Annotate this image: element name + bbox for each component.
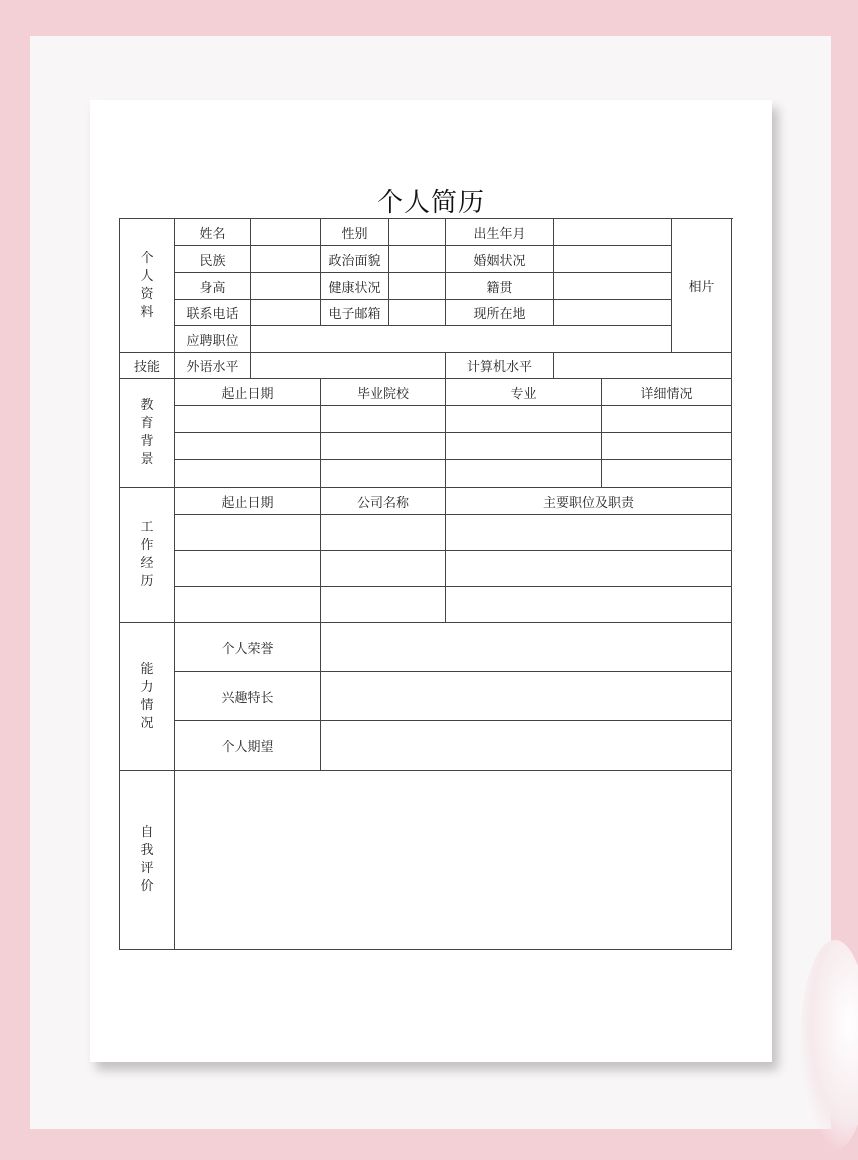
label-location: 现所在地 — [446, 300, 554, 326]
field-political[interactable] — [389, 246, 446, 273]
edu-header-school: 毕业院校 — [321, 379, 446, 406]
edu-cell[interactable] — [321, 406, 446, 433]
label-native: 籍贯 — [446, 273, 554, 300]
field-self-eval[interactable] — [175, 771, 732, 950]
work-cell[interactable] — [446, 551, 732, 587]
edu-cell[interactable] — [175, 460, 321, 488]
section-label-education: 教 育 背 景 — [120, 379, 175, 488]
edu-cell[interactable] — [175, 433, 321, 460]
work-cell[interactable] — [175, 515, 321, 551]
label-marital: 婚姻状况 — [446, 246, 554, 273]
label-computer: 计算机水平 — [446, 353, 554, 379]
work-cell[interactable] — [321, 587, 446, 623]
section-label-personal: 个 人 资 料 — [120, 219, 175, 353]
label-expectations: 个人期望 — [175, 721, 321, 771]
edu-cell[interactable] — [321, 433, 446, 460]
field-position[interactable] — [251, 326, 672, 353]
edu-header-dates: 起止日期 — [175, 379, 321, 406]
label-honors: 个人荣誉 — [175, 623, 321, 672]
edu-header-details: 详细情况 — [602, 379, 732, 406]
field-computer[interactable] — [554, 353, 732, 379]
edu-cell[interactable] — [602, 406, 732, 433]
work-cell[interactable] — [446, 587, 732, 623]
label-position: 应聘职位 — [175, 326, 251, 353]
label-health: 健康状况 — [321, 273, 389, 300]
work-header-company: 公司名称 — [321, 488, 446, 515]
field-language[interactable] — [251, 353, 446, 379]
edu-cell[interactable] — [446, 433, 602, 460]
edu-header-major: 专业 — [446, 379, 602, 406]
work-cell[interactable] — [446, 515, 732, 551]
field-hobbies[interactable] — [321, 672, 732, 721]
work-header-duties: 主要职位及职责 — [446, 488, 732, 515]
work-cell[interactable] — [175, 551, 321, 587]
work-cell[interactable] — [321, 551, 446, 587]
work-cell[interactable] — [321, 515, 446, 551]
label-language: 外语水平 — [175, 353, 251, 379]
section-label-work: 工 作 经 历 — [120, 488, 175, 623]
label-email: 电子邮箱 — [321, 300, 389, 326]
field-ethnicity[interactable] — [251, 246, 321, 273]
field-height[interactable] — [251, 273, 321, 300]
work-cell[interactable] — [175, 587, 321, 623]
label-height: 身高 — [175, 273, 251, 300]
edu-cell[interactable] — [321, 460, 446, 488]
label-gender: 性别 — [321, 219, 389, 246]
edu-cell[interactable] — [446, 406, 602, 433]
label-birth: 出生年月 — [446, 219, 554, 246]
field-phone[interactable] — [251, 300, 321, 326]
photo-box[interactable]: 相片 — [672, 219, 732, 353]
field-honors[interactable] — [321, 623, 732, 672]
field-birth[interactable] — [554, 219, 672, 246]
field-health[interactable] — [389, 273, 446, 300]
section-label-self-eval: 自 我 评 价 — [120, 771, 175, 950]
label-hobbies: 兴趣特长 — [175, 672, 321, 721]
field-marital[interactable] — [554, 246, 672, 273]
edu-cell[interactable] — [175, 406, 321, 433]
label-political: 政治面貌 — [321, 246, 389, 273]
field-gender[interactable] — [389, 219, 446, 246]
field-name[interactable] — [251, 219, 321, 246]
edu-cell[interactable] — [602, 460, 732, 488]
field-native[interactable] — [554, 273, 672, 300]
section-label-ability: 能 力 情 况 — [120, 623, 175, 771]
page-title: 个人简历 — [376, 188, 485, 218]
label-phone: 联系电话 — [175, 300, 251, 326]
resume-table — [119, 218, 732, 950]
field-email[interactable] — [389, 300, 446, 326]
label-ethnicity: 民族 — [175, 246, 251, 273]
section-label-skills: 技能 — [120, 353, 175, 379]
work-header-dates: 起止日期 — [175, 488, 321, 515]
edu-cell[interactable] — [602, 433, 732, 460]
field-location[interactable] — [554, 300, 672, 326]
edu-cell[interactable] — [446, 460, 602, 488]
label-name: 姓名 — [175, 219, 251, 246]
field-expectations[interactable] — [321, 721, 732, 771]
